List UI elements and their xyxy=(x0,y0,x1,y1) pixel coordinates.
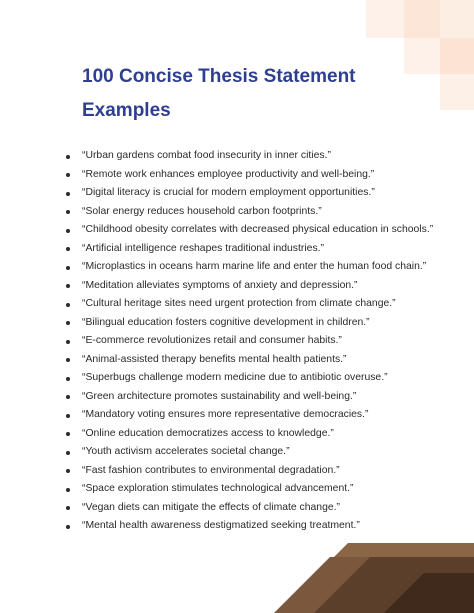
list-item xyxy=(60,295,460,314)
list-item xyxy=(60,351,460,370)
bullet-icon xyxy=(66,488,70,492)
bullet-icon xyxy=(66,377,70,381)
list-item-text: “Green architecture promotes sustainability and well-being.” xyxy=(82,390,357,402)
list-item xyxy=(60,406,460,425)
bullet-icon xyxy=(66,414,70,418)
bullet-icon xyxy=(66,303,70,307)
list-item-text: “Meditation alleviates symptoms of anxiety and depression.” xyxy=(82,279,358,291)
list-item xyxy=(60,369,460,388)
list-item xyxy=(60,425,460,444)
list-item-text: “Space exploration stimulates technological advancement.” xyxy=(82,483,354,494)
list-item xyxy=(60,443,460,462)
thesis-examples-list xyxy=(60,147,460,536)
bullet-icon xyxy=(66,192,70,196)
bullet-icon xyxy=(66,210,70,214)
bullet-icon xyxy=(66,358,70,362)
bullet-icon xyxy=(66,321,70,325)
list-item xyxy=(60,184,460,203)
list-item xyxy=(60,240,460,259)
bullet-icon xyxy=(66,229,70,233)
list-item-text: “Cultural heritage sites need urgent protection from climate change.” xyxy=(82,298,396,309)
bullet-icon xyxy=(66,525,70,529)
bullet-icon xyxy=(66,469,70,473)
bullet-icon xyxy=(66,395,70,399)
list-item-text: “Urban gardens combat food insecurity in inner cities.” xyxy=(82,150,331,161)
list-item-text: “Animal-assisted therapy benefits mental health patients.” xyxy=(82,353,347,365)
list-item xyxy=(60,277,460,296)
list-item-text: “Remote work enhances employee productivity and well-being.” xyxy=(82,168,375,180)
list-item-text: “Bilingual education fosters cognitive development in children.” xyxy=(82,316,370,328)
list-item xyxy=(60,462,460,481)
list-item xyxy=(60,258,460,277)
bullet-icon xyxy=(66,284,70,288)
bullet-icon xyxy=(66,247,70,251)
list-item xyxy=(60,480,460,499)
list-item xyxy=(60,147,460,166)
list-item-text: “Microplastics in oceans harm marine life and enter the human food chain.” xyxy=(82,261,427,272)
page-title: 100 Concise Thesis Statement Examples xyxy=(82,66,356,121)
list-item xyxy=(60,499,460,518)
bullet-icon xyxy=(66,266,70,270)
list-item-text: “Online education democratizes access to knowledge.” xyxy=(82,427,334,439)
list-item-text: “Solar energy reduces household carbon footprints.” xyxy=(82,205,322,217)
list-item-text: “Digital literacy is crucial for modern employment opportunities.” xyxy=(82,187,375,198)
list-item-text: “Childhood obesity correlates with decreased physical education in schools.” xyxy=(82,224,434,235)
bullet-icon xyxy=(66,155,70,159)
bullet-icon xyxy=(66,340,70,344)
list-item xyxy=(60,203,460,222)
list-item xyxy=(60,332,460,351)
bullet-icon xyxy=(66,451,70,455)
list-item xyxy=(60,517,460,536)
list-item-text: “Mental health awareness destigmatized seeking treatment.” xyxy=(82,520,360,531)
list-item-text: “Mandatory voting ensures more representative democracies.” xyxy=(82,409,369,420)
bullet-icon xyxy=(66,506,70,510)
list-item-text: “Fast fashion contributes to environmental degradation.” xyxy=(82,464,340,476)
bullet-icon xyxy=(66,173,70,177)
decorative-corner-bars xyxy=(274,543,474,613)
list-item xyxy=(60,314,460,333)
list-item-text: “Artificial intelligence reshapes traditional industries.” xyxy=(82,242,324,254)
list-item-text: “E-commerce revolutionizes retail and consumer habits.” xyxy=(82,335,342,346)
list-item-text: “Superbugs challenge modern medicine due to antibiotic overuse.” xyxy=(82,372,388,383)
list-item-text: “Youth activism accelerates societal change.” xyxy=(82,446,290,457)
list-item xyxy=(60,166,460,185)
list-item xyxy=(60,221,460,240)
bullet-icon xyxy=(66,432,70,436)
list-item xyxy=(60,388,460,407)
list-item-text: “Vegan diets can mitigate the effects of climate change.” xyxy=(82,501,340,513)
